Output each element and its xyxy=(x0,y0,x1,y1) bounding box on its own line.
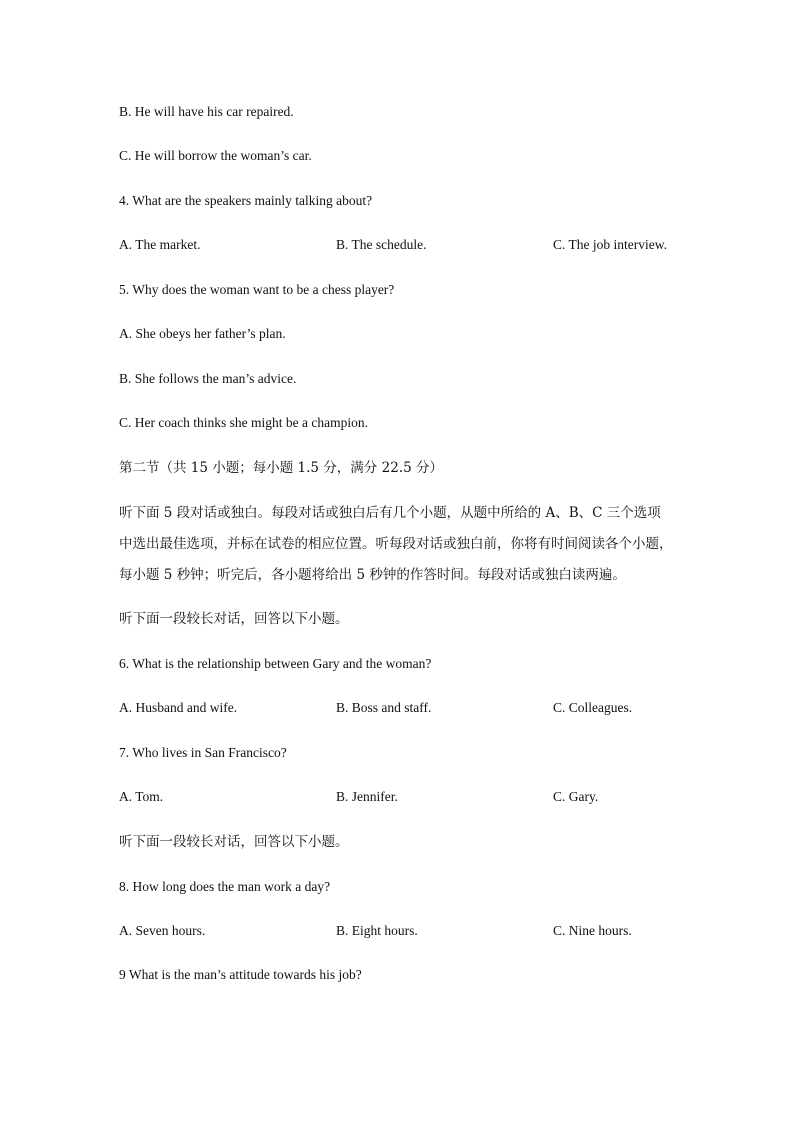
q4-option-c: C. The job interview. xyxy=(553,237,667,252)
q8-option-a: A. Seven hours. xyxy=(119,923,206,938)
q8-option-c: C. Nine hours. xyxy=(553,923,632,938)
section2-heading: 第二节（共 15 小题；每小题 1.5 分，满分 22.5 分） xyxy=(119,460,443,476)
q6-option-b: B. Boss and staff. xyxy=(336,700,432,715)
q9-question: 9 What is the man’s attitude towards his job? xyxy=(119,967,362,982)
q7-option-a: A. Tom. xyxy=(119,789,164,804)
section2-instruction-line: 听下面 5 段对话或独白。每段对话或独白后有几个小题，从题中所给的 A、B、C 三个选项 xyxy=(119,505,661,521)
q7-option-b: B. Jennifer. xyxy=(336,789,398,804)
q6-question: 6. What is the relationship between Gary and the woman? xyxy=(119,656,432,671)
q5-question: 5. Why does the woman want to be a chess player? xyxy=(119,282,395,297)
q6-option-a: A. Husband and wife. xyxy=(119,700,238,715)
section2-instruction-line: 每小题 5 秒钟；听完后，各小题将给出 5 秒钟的作答时间。每段对话或独白读两遍。 xyxy=(119,567,626,583)
dialogue-intro: 听下面一段较长对话，回答以下小题。 xyxy=(119,834,349,850)
q4-question: 4. What are the speakers mainly talking about? xyxy=(119,193,373,208)
section2-instruction-line: 中选出最佳选项，并标在试卷的相应位置。听每段对话或独白前，你将有时间阅读各个小题， xyxy=(119,536,673,552)
q7-question: 7. Who lives in San Francisco? xyxy=(119,745,287,760)
q3-option-c: C. He will borrow the woman’s car. xyxy=(119,148,312,163)
q5-option-b: B. She follows the man’s advice. xyxy=(119,371,297,386)
q5-option-c: C. Her coach thinks she might be a champion. xyxy=(119,415,368,430)
q7-option-c: C. Gary. xyxy=(553,789,599,804)
q6-option-c: C. Colleagues. xyxy=(553,700,633,715)
q8-question: 8. How long does the man work a day? xyxy=(119,879,331,894)
q3-option-b: B. He will have his car repaired. xyxy=(119,104,294,119)
q5-option-a: A. She obeys her father’s plan. xyxy=(119,326,286,341)
q8-option-b: B. Eight hours. xyxy=(336,923,418,938)
dialogue-intro: 听下面一段较长对话，回答以下小题。 xyxy=(119,611,349,627)
q4-option-b: B. The schedule. xyxy=(336,237,427,252)
q4-option-a: A. The market. xyxy=(119,237,201,252)
